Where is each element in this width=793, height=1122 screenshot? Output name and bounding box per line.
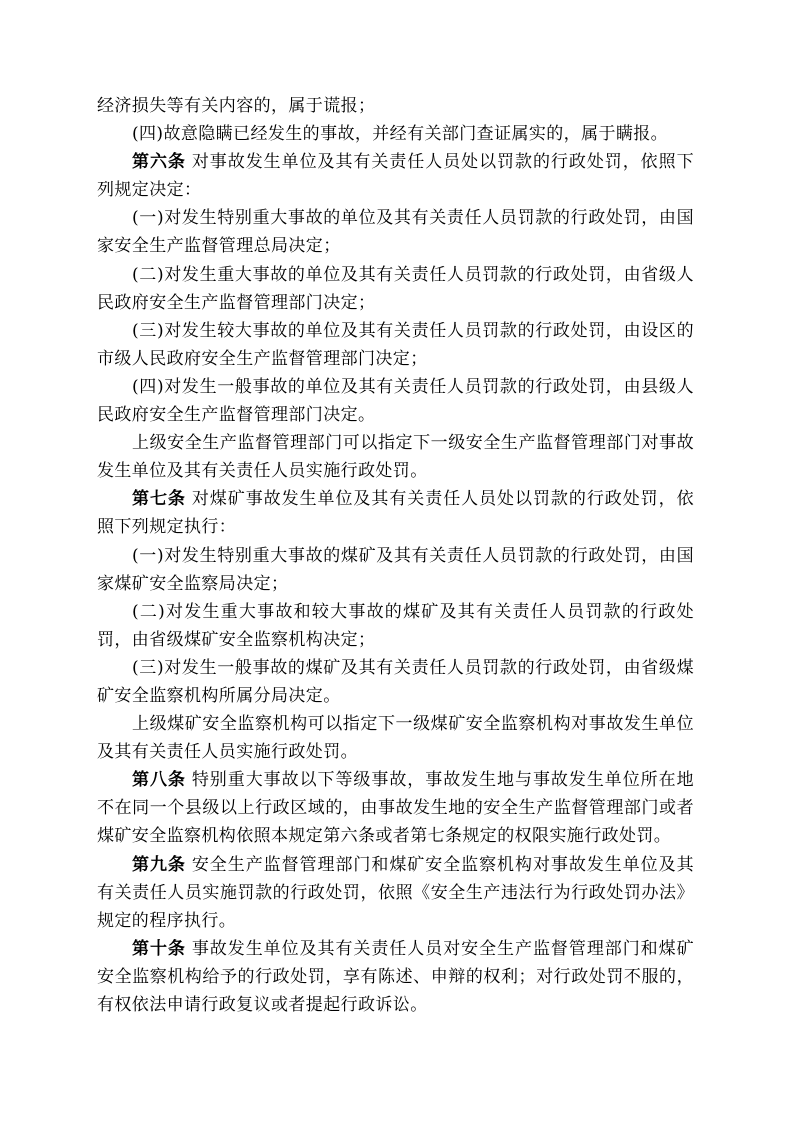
paragraph-text: (一)对发生特别重大事故的单位及其有关责任人员罚款的行政处罚，由国家安全生产监督管理总局决定；: [97, 208, 694, 257]
paragraph-text: (二)对发生重大事故和较大事故的煤矿及其有关责任人员罚款的行政处罚，由省级煤矿安全监察机构决定；: [97, 601, 694, 650]
paragraph-text: 对事故发生单位及其有关责任人员处以罚款的行政处罚，依照下列规定决定：: [97, 152, 694, 201]
paragraph-clause: [97, 204, 694, 260]
article-heading: 第六条: [132, 152, 186, 173]
paragraph-text: 上级安全生产监督管理部门可以指定下一级安全生产监督管理部门对事故发生单位及其有关责任人员实施行政处罚。: [97, 433, 694, 482]
article-9: [97, 851, 694, 935]
paragraph-text: 特别重大事故以下等级事故，事故发生地与事故发生单位所在地不在同一个县级以上行政区域的，由事故发生地的安全生产监督管理部门或者煤矿安全监察机构依照本规定第六条或者第七条规定的权限实施行政处罚。: [97, 770, 694, 847]
paragraph-clause: [97, 542, 694, 598]
paragraph-clause: [97, 317, 694, 373]
paragraph-clause: [97, 373, 694, 429]
document-page: [97, 92, 694, 1019]
paragraph-text: (一)对发生特别重大事故的煤矿及其有关责任人员罚款的行政处罚，由国家煤矿安全监察局决定；: [97, 545, 694, 594]
paragraph-text: 安全生产监督管理部门和煤矿安全监察机构对事故发生单位及其有关责任人员实施罚款的行政处罚，依照《安全生产违法行为行政处罚办法》规定的程序执行。: [97, 854, 694, 931]
paragraph-text: 事故发生单位及其有关责任人员对安全生产监督管理部门和煤矿安全监察机构给予的行政处罚，享有陈述、申辩的权利；对行政处罚不服的，有权依法申请行政复议或者提起行政诉讼。: [97, 938, 694, 1015]
paragraph-text: (三)对发生较大事故的单位及其有关责任人员罚款的行政处罚，由设区的市级人民政府安全生产监督管理部门决定；: [97, 320, 694, 369]
paragraph-text: (二)对发生重大事故的单位及其有关责任人员罚款的行政处罚，由省级人民政府安全生产监督管理部门决定；: [97, 264, 694, 313]
article-heading: 第九条: [132, 854, 186, 875]
paragraph-text: (四)对发生一般事故的单位及其有关责任人员罚款的行政处罚，由县级人民政府安全生产监督管理部门决定。: [97, 376, 694, 426]
paragraph-clause: [97, 120, 694, 148]
paragraph-text: (四)故意隐瞒已经发生的事故，并经有关部门查证属实的，属于瞒报。: [132, 124, 669, 145]
article-heading: 第八条: [132, 770, 186, 791]
paragraph-text: 经济损失等有关内容的，属于谎报；: [97, 96, 376, 116]
paragraph-clause: [97, 261, 694, 317]
article-7: [97, 485, 694, 541]
paragraph-text: 上级煤矿安全监察机构可以指定下一级煤矿安全监察机构对事故发生单位及其有关责任人员实施行政处罚。: [97, 714, 694, 763]
paragraph-text-block: [97, 710, 694, 766]
article-heading: 第七条: [132, 489, 186, 510]
article-10: [97, 935, 694, 1019]
paragraph-clause: [97, 598, 694, 654]
paragraph-text: 对煤矿事故发生单位及其有关责任人员处以罚款的行政处罚，依照下列规定执行：: [97, 489, 694, 538]
article-8: [97, 766, 694, 850]
article-6: [97, 148, 694, 204]
paragraph-text-block: [97, 429, 694, 485]
paragraph-continuation: [97, 92, 694, 120]
paragraph-clause: [97, 654, 694, 710]
paragraph-text: (三)对发生一般事故的煤矿及其有关责任人员罚款的行政处罚，由省级煤矿安全监察机构所属分局决定。: [97, 657, 694, 706]
article-heading: 第十条: [132, 938, 186, 959]
